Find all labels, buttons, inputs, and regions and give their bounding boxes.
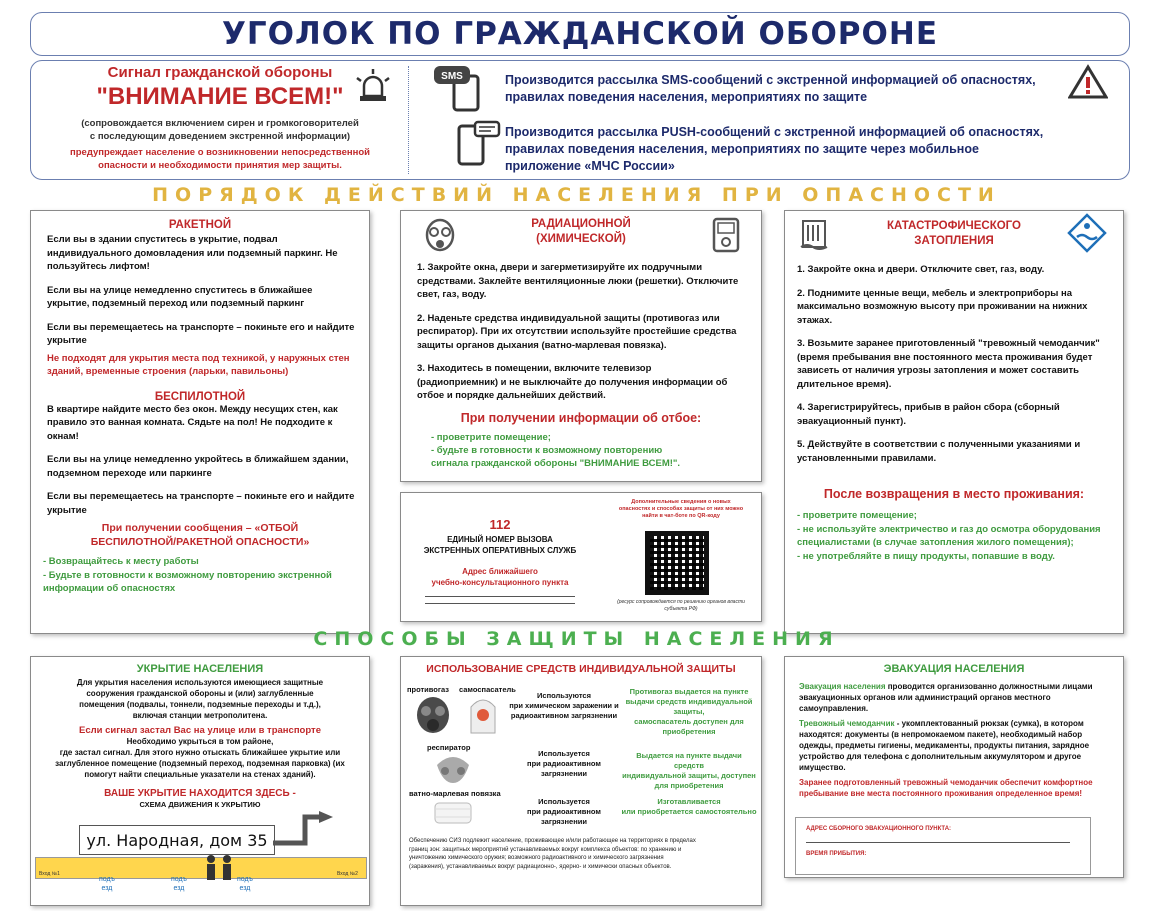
signal-attention: "ВНИМАНИЕ ВСЕМ!" [96,83,344,110]
rocket-title: РАКЕТНОЙ [168,219,232,231]
evac-point-box [795,817,1091,875]
drone-text: В квартире найдите место без окон. Между несущих стен, как правило это ванная комната. Сядьте на пол! Не подходите к окнам! Если вы на улице немедленно укройтесь в ближайшем здании, подземном переходе или паркинге Если вы перемещаетесь на транспорте – покиньте его и найдите укрытие [47,403,355,516]
qr-caption: Дополнительные сведения о новых опасностях и способах защиты от них можно найти в чат-боте по QR-коду [618,499,744,519]
evacuation-text: Эвакуация населения проводится организованно должностными лицами эвакуационных органов или администраций органов местного самоуправления. Тревожный чемоданчик - укомплектованный рюкзак (сумка), в котором находятся: документы (в непромокаемом пакете), необходимый набор одежды, предметы гигиены, медикаменты, продукты питания, зарядное устройство для телефона с дополнительным аккумулятором и другое имущество. Заранее подготовленный тревожный чемоданчик обеспечит комфортное пребывание вне места постоянного проживания определенное время! [799,682,1093,798]
shelter-card [30,656,370,906]
gasmask-image [411,695,455,735]
ppe-row2-use: Используется при радиоактивном загрязнении [527,749,601,778]
flood-card [784,210,1124,634]
sms-phone-icon [432,64,494,112]
self-rescuer-image [463,693,503,735]
radiation-card [400,210,762,482]
ppe-row1-use: Используются при химическом заражении и радиоактивном загрязнении [509,691,619,720]
all-clear-message: При получении сообщения – «ОТБОЙ БЕСПИЛОТНОЙ/РАКЕТНОЙ ОПАСНОСТИ» [90,522,310,548]
evacuation-card [784,656,1124,878]
qr-code[interactable] [645,531,709,595]
sms-info: Производится рассылка SMS-сообщений с экстренной информацией об опасностях, правилах поведения населения, мероприятиях по защите [505,73,1036,104]
ppe-row2-availability: Выдается на пункте выдачи средств индивидуальной защиты, доступен для приобретения [622,751,756,790]
divider [408,66,409,174]
evac-address-label: АДРЕС СБОРНОГО ЭВАКУАЦИОННОГО ПУНКТА: [806,826,952,832]
flood-after-heading: После возвращения в место проживания: [823,487,1085,501]
entry-1: Вход №1 [39,871,60,877]
qr-footnote: (ресурс сопровождается по решению органов власти субъекта РФ) [617,599,745,612]
emergency-info: 112 ЕДИНЫЙ НОМЕР ВЫЗОВА ЭКСТРЕННЫХ ОПЕРАТИВНЫХ СЛУЖБ Адрес ближайшего учебно-консультационного пункта [415,517,585,604]
emergency-card [400,492,762,622]
evac-time-label: ВРЕМЯ ПРИБЫТИЯ: [806,851,867,857]
radiation-clear-actions: - проветрите помещение; - будьте в готовности к возможному повторению сигнала гражданской обороны "ВНИМАНИЕ ВСЕМ!". [431,431,681,469]
section-actions-heading: ПОРЯДОК ДЕЙСТВИЙ НАСЕЛЕНИЯ ПРИ ОПАСНОСТИ [152,184,1001,206]
signal-title: Сигнал гражданской обороны [107,64,333,81]
radiation-clear-heading: При получении информации об отбое: [460,410,702,425]
ppe-row3-availability: Изготавливается или приобретается самостоятельно [621,797,757,816]
evacuation-title: ЭВАКУАЦИЯ НАСЕЛЕНИЯ [883,663,1025,675]
respirator-image [433,753,473,783]
radiation-steps: 1. Закройте окна, двери и загерметизируйте их подручными средствами. Заклейте вентиляционные люки (решетки). Отключите свет, газ, воду. 2. Наденьте средства индивидуальной защиты (противогаз или респиратор). При их отсутствии используйте простейшие средства защиты органов дыхания (ватно-марлевая повязка). 3. Находитесь в помещении, включите телевизор (радиоприемник) и не выключайте до получения информации об отбое и порядке дальнейших действий. [417,262,739,401]
flood-warning-icon [1067,213,1107,253]
signal-warning: предупреждает население о возникновении непосредственной опасности и необходимости принятия мер защиты. [70,147,370,171]
people-icon [201,853,241,883]
route-arrow-icon [271,809,337,849]
ppe-title: ИСПОЛЬЗОВАНИЕ СРЕДСТВ ИНДИВИДУАЛЬНОЙ ЗАЩИТЫ [426,663,736,675]
flood-after-actions: - проветрите помещение; - не используйте электричество и газ до осмотра оборудования специалистами (в случае затопления жилого помещения); - не употребляйте в пищу продукты, попавшие в воду. [797,510,1101,562]
ppe-footnote: Обеспечению СИЗ подлежит население, проживающее и/или работающее на территориях в пределах границ зон: защитных мероприятий устанавливаемых вокруг комплекса объектов: по хранению и уничтожению химического оружия; возможного радиоактивного и химического загрязнения (заражения), устанавливаемых вокруг радиационно-, ядерно- и химически опасных объектов. [409,838,696,870]
shelter-title: УКРЫТИЕ НАСЕЛЕНИЯ [136,663,264,675]
siren-icon [352,66,394,106]
signal-note: (сопровождается включением сирен и громкоговорителей с последующим доведением экстренной информации) [81,118,359,142]
sms-label: SMS [441,71,463,82]
shelter-scheme-label: СХЕМА ДВИЖЕНИЯ К УКРЫТИЮ [139,800,261,809]
radiation-title: РАДИАЦИОННОЙ (ХИМИЧЕСКОЙ) [531,218,631,245]
rescuer-label: самоспасатель [459,685,516,694]
gasmask-icon [421,217,459,253]
flood-title: КАТАСТРОФИЧЕСКОГО ЗАТОПЛЕНИЯ [887,220,1021,247]
drone-title: БЕСПИЛОТНОЙ [154,390,246,403]
emergency-number: 112 [489,517,511,532]
respirator-label: респиратор [427,743,471,752]
warning-icon [1068,64,1108,100]
gasmask-label: противогаз [407,685,449,694]
ppe-row1-availability: Противогаз выдается на пункте выдачи средств индивидуальной защиты, самоспасатель доступен для приобретения [625,687,753,736]
shelter-text: Для укрытия населения используются имеющиеся защитные сооружения гражданской обороны и (или) заглубленные помещения (подвалы, тоннели, подземные переходы и т.д.), включая станции метрополитена. [76,678,324,720]
section-protection-heading: СПОСОБЫ ЗАЩИТЫ НАСЕЛЕНИЯ [313,628,840,650]
entry-2: Вход №2 [337,871,358,877]
gauze-label: ватно-марлевая повязка [409,789,501,798]
shelter-address: ул. Народная, дом 35 [79,825,275,855]
all-clear-actions: - Возвращайтесь к месту работы - Будьте в готовности к возможному повторению экстренной информации об опасностях [43,556,332,594]
push-phone-icon [455,120,505,168]
flood-steps: 1. Закройте окна и двери. Отключите свет, газ, воду. 2. Поднимите ценные вещи, мебель и электроприборы на максимально возможную высоту при проживании на нижних этажах. 3. Возьмите заранее приготовленный "тревожный чемоданчик" (время пребывания вне постоянного места проживания будет зависеть от наличия угрозы затопления и может составить длительное время). 4. Зарегистрируйтесь, прибыв в район сбора (сборный эвакуационный пункт). 5. Действуйте в соответствии с полученными указаниями и установленными правилами. [797,264,1100,464]
push-info: Производится рассылка PUSH-сообщений с экстренной информацией об опасностях, правилах поведения населения, мероприятиях по защите через мобильное приложение «МЧС России» [505,125,1044,173]
flood-building-icon [799,219,829,251]
dosimeter-icon [711,217,741,253]
porch-label-3: подъ езд [237,876,253,892]
gauze-bandage-image [429,799,477,827]
shelter-street-heading: Если сигнал застал Вас на улице или в транспорте [79,725,321,736]
ppe-row3-use: Используется при радиоактивном загрязнении [527,797,601,826]
shelter-street-text: Необходимо укрыться в том районе, где застал сигнал. Для этого нужно отыскать ближайшее укрытие или заглубленное помещение (подземный переход, подземная парковка) (их помогут найти специальные указатели на стенах зданий). [55,737,345,779]
ppe-card [400,656,762,906]
title-bar [30,12,1130,56]
page-title: УГОЛОК ПО ГРАЖДАНСКОЙ ОБОРОНЕ [222,16,938,52]
rocket-text: Если вы в здании спуститесь в укрытие, подвал индивидуального домовладения или подземный паркинг. Не пользуйтесь лифтом! Если вы на улице немедленно спуститесь в ближайшее укрытие, подземный переход или подземный паркинг Если вы перемещаетесь на транспорте – покиньте его и найдите укрытие Не подходят для укрытия места под техникой, у наружных стен зданий, временные строения (ларьки, павильоны) [47,234,355,377]
shelter-here: ВАШЕ УКРЫТИЕ НАХОДИТСЯ ЗДЕСЬ - [104,788,296,799]
rocket-card [30,210,370,634]
porch-label-1: подъ езд [99,876,115,892]
porch-label-2: подъ езд [171,876,187,892]
signal-block [40,64,400,172]
